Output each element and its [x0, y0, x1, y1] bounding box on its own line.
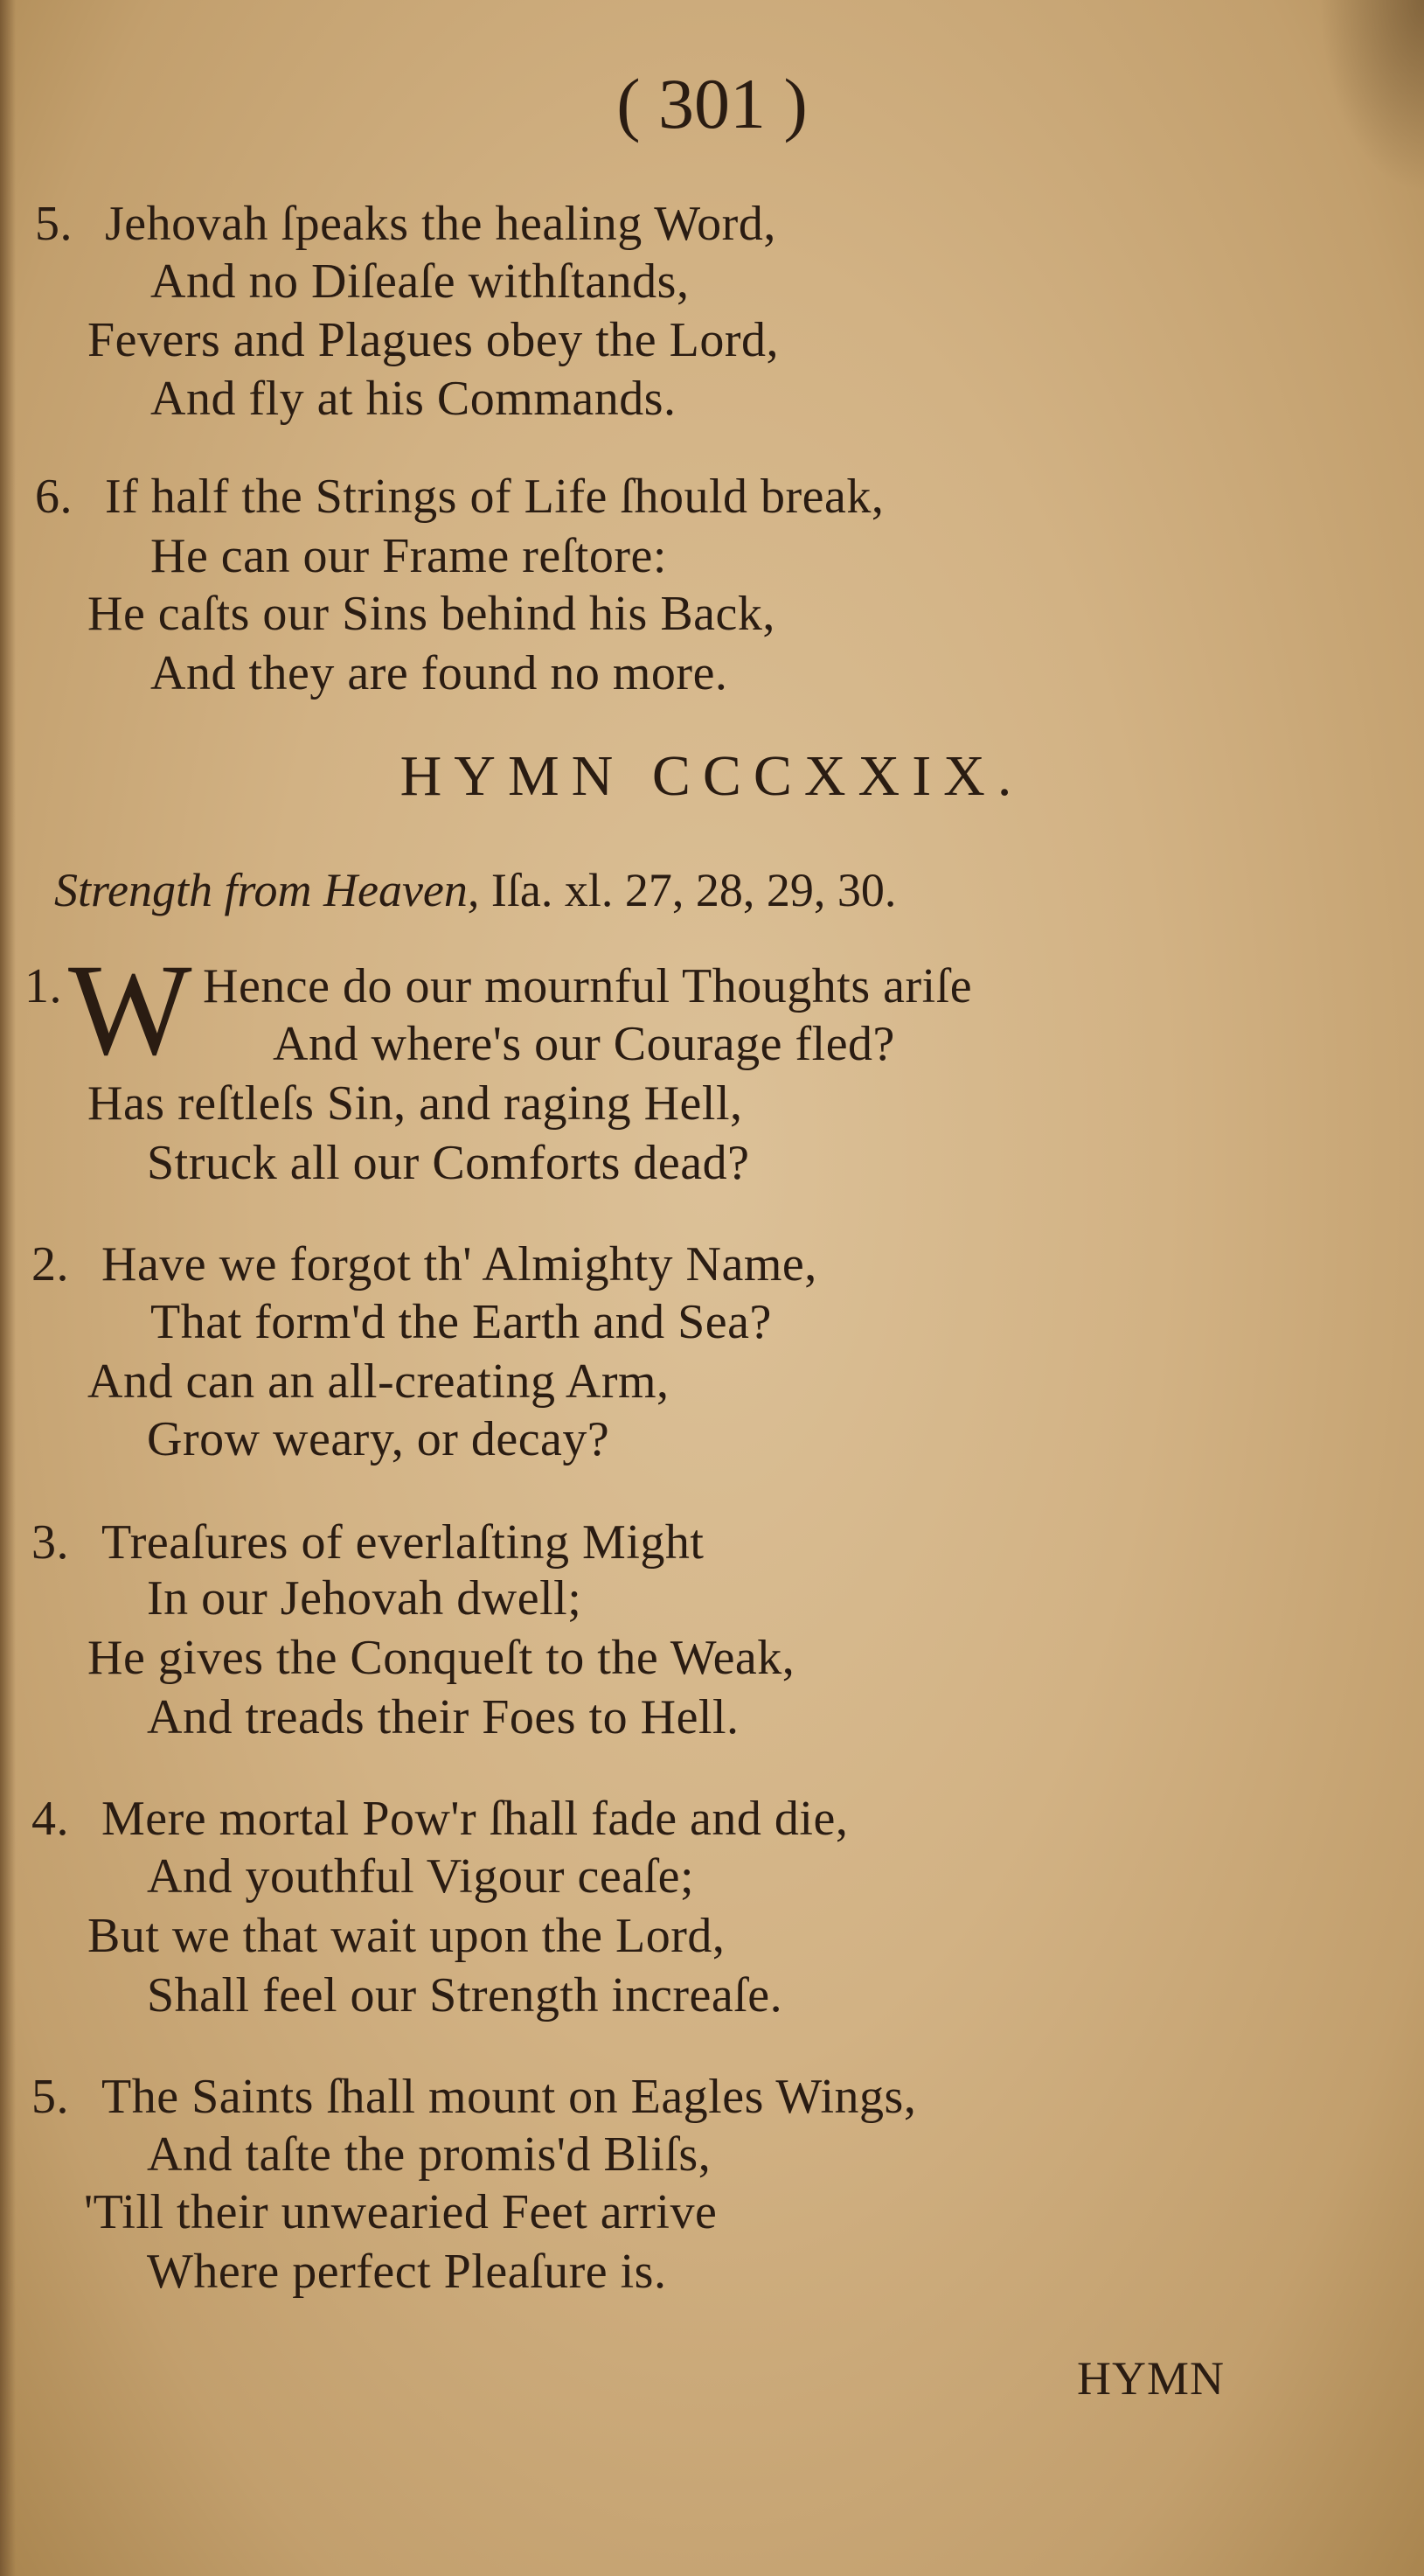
- verse-line: And no Diſeaſe withſtands,: [150, 254, 690, 309]
- hymn-subtitle: [54, 862, 896, 918]
- page-number-header: ( 301 ): [616, 64, 808, 143]
- catchword: HYMN: [1076, 2352, 1225, 2405]
- scripture-reference: Iſa. xl. 27, 28, 29, 30.: [490, 864, 897, 916]
- hymn-title: HYMN CCCXXIX.: [399, 744, 1025, 808]
- verse-line: And fly at his Commands.: [150, 372, 677, 426]
- stanza-number: 5.: [31, 2070, 69, 2124]
- stanza-number: 4.: [31, 1792, 69, 1846]
- verse-line: And treads their Foes to Hell.: [147, 1690, 740, 1744]
- stanza-number: 6.: [35, 470, 73, 524]
- subtitle-theme: Strength from Heaven,: [54, 864, 480, 916]
- verse-line: In our Jehovah dwell;: [147, 1571, 582, 1626]
- verse-line: Shall feel our Strength increaſe.: [147, 1968, 783, 2023]
- verse-line: Has reſtleſs Sin, and raging Hell,: [87, 1076, 743, 1131]
- verse-line: Where perfect Pleaſure is.: [147, 2245, 667, 2299]
- verse-line: He can our Frame reſtore:: [150, 529, 667, 583]
- verse-line: And taſte the promis'd Bliſs,: [147, 2127, 712, 2182]
- verse-line: 3. Treaſures of everlaſting Might: [31, 1515, 705, 1570]
- verse-line: 5. Jehovah ſpeaks the healing Word,: [35, 197, 776, 251]
- verse-line: And youthful Vigour ceaſe;: [147, 1849, 695, 1904]
- verse-line: That form'd the Earth and Sea?: [150, 1295, 772, 1349]
- verse-line: 'Till their unwearied Feet arrive: [84, 2185, 718, 2239]
- verse-line: Grow weary, or decay?: [147, 1412, 610, 1466]
- drop-cap: W: [68, 937, 192, 1083]
- verse-line: 2. Have we forgot th' Almighty Name,: [31, 1237, 817, 1291]
- verse-line: But we that wait upon the Lord,: [87, 1909, 726, 1963]
- stanza-number: 2.: [31, 1237, 69, 1291]
- verse-line: 5. The Saints ſhall mount on Eagles Wings,: [31, 2070, 917, 2124]
- verse-line: 6. If half the Strings of Life ſhould break,: [35, 470, 885, 524]
- verse-line: Struck all our Comforts dead?: [147, 1136, 750, 1190]
- stanza-number: 1.: [24, 959, 62, 1013]
- stanza-number: 5.: [35, 197, 73, 251]
- verse-line: And they are found no more.: [150, 646, 728, 700]
- verse-line: And can an all-creating Arm,: [87, 1354, 670, 1409]
- verse-line: And where's our Courage fled?: [273, 1017, 895, 1071]
- verse-line: He gives the Conqueſt to the Weak,: [87, 1631, 795, 1685]
- verse-line: Fevers and Plagues obey the Lord,: [87, 313, 779, 367]
- verse-line: Hence do our mournful Thoughts ariſe: [203, 959, 973, 1013]
- verse-line: He caſts our Sins behind his Back,: [87, 587, 775, 641]
- stanza-number: 3.: [31, 1515, 69, 1570]
- verse-line: 4. Mere mortal Pow'r ſhall fade and die,: [31, 1792, 849, 1846]
